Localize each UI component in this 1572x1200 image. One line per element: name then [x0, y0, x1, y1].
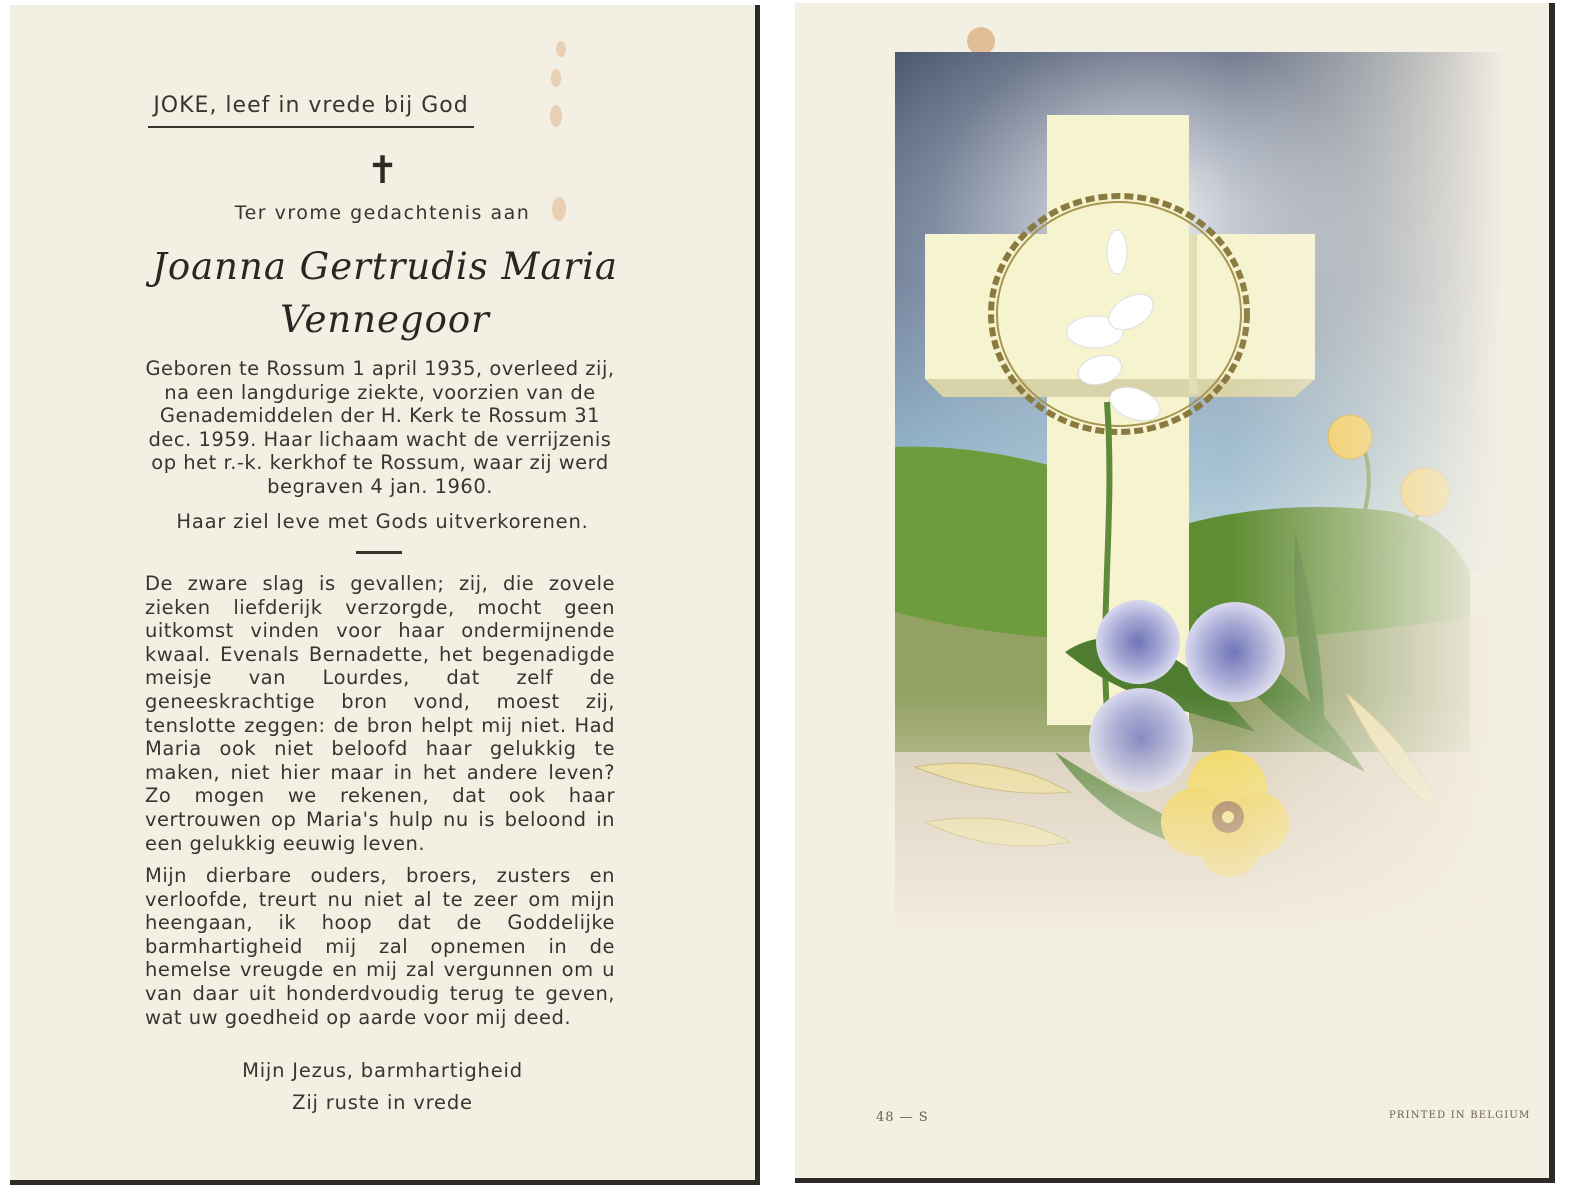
- memorial-card-text-side: [10, 5, 760, 1185]
- closing-line: Zij ruste in vrede: [292, 1091, 473, 1114]
- plate-number: 48 — S: [876, 1110, 929, 1125]
- cross-icon: ✝: [366, 148, 399, 192]
- farewell-paragraph: Mijn dierbare ouders, broers, zusters en verloofde, treurt nu niet al te zeer om mijn heengaan, ik hoop dat de Goddelijke barmhartigheid mij zal opnemen in de hemelse vreugde en mij zal vergunnen om u van daar uit honderdvoudig terug te geven, wat uw goedheid op aarde voor mij deed.: [145, 864, 615, 1029]
- paper-stain: [556, 41, 566, 57]
- deceased-name: Joanna Gertrudis Maria: [152, 245, 618, 288]
- printed-in-label: PRINTED IN BELGIUM: [1389, 1110, 1531, 1121]
- divider: [356, 551, 402, 554]
- prayer-line: Mijn Jezus, barmhartigheid: [242, 1059, 523, 1082]
- cross-and-flowers-illustration: [895, 52, 1505, 947]
- intro-text: Ter vrome gedachtenis aan: [234, 202, 531, 224]
- deceased-surname: Vennegoor: [280, 298, 490, 341]
- biography-paragraph: Geboren te Rossum 1 april 1935, overleed zij, na een langdurige ziekte, voorzien van de Genademiddelen der H. Kerk te Rossum 31 dec. 1959. Haar lichaam wacht de verrijzenis op het r.-k. kerkhof te Rossum, waar zij werd begraven 4 jan. 1960.: [145, 357, 615, 498]
- reflection-paragraph: De zware slag is gevallen; zij, die zovele zieken liefderijk verzorgde, mocht geen uitkomst vinden voor haar ondermijnende kwaal. Evenals Bernadette, het begenadigde meisje van Lourdes, dat zelf de geneeskrachtige bron vond, moest zij, tenslotte zeggen: de bron helpt mij niet. Had Maria ook niet beloofd haar gelukkig te maken, niet hier maar in het andere leven? Zo mogen we rekenen, dat ook haar vertrouwen op Maria's hulp nu is beloond in een gelukkig eeuwig leven.: [145, 572, 615, 855]
- paper-stain: [967, 27, 995, 55]
- paper-stain: [551, 69, 561, 87]
- paper-stain: [550, 105, 562, 127]
- header-dedication: JOKE, leef in vrede bij God: [148, 93, 474, 128]
- blessing-line: Haar ziel leve met Gods uitverkorenen.: [176, 510, 589, 533]
